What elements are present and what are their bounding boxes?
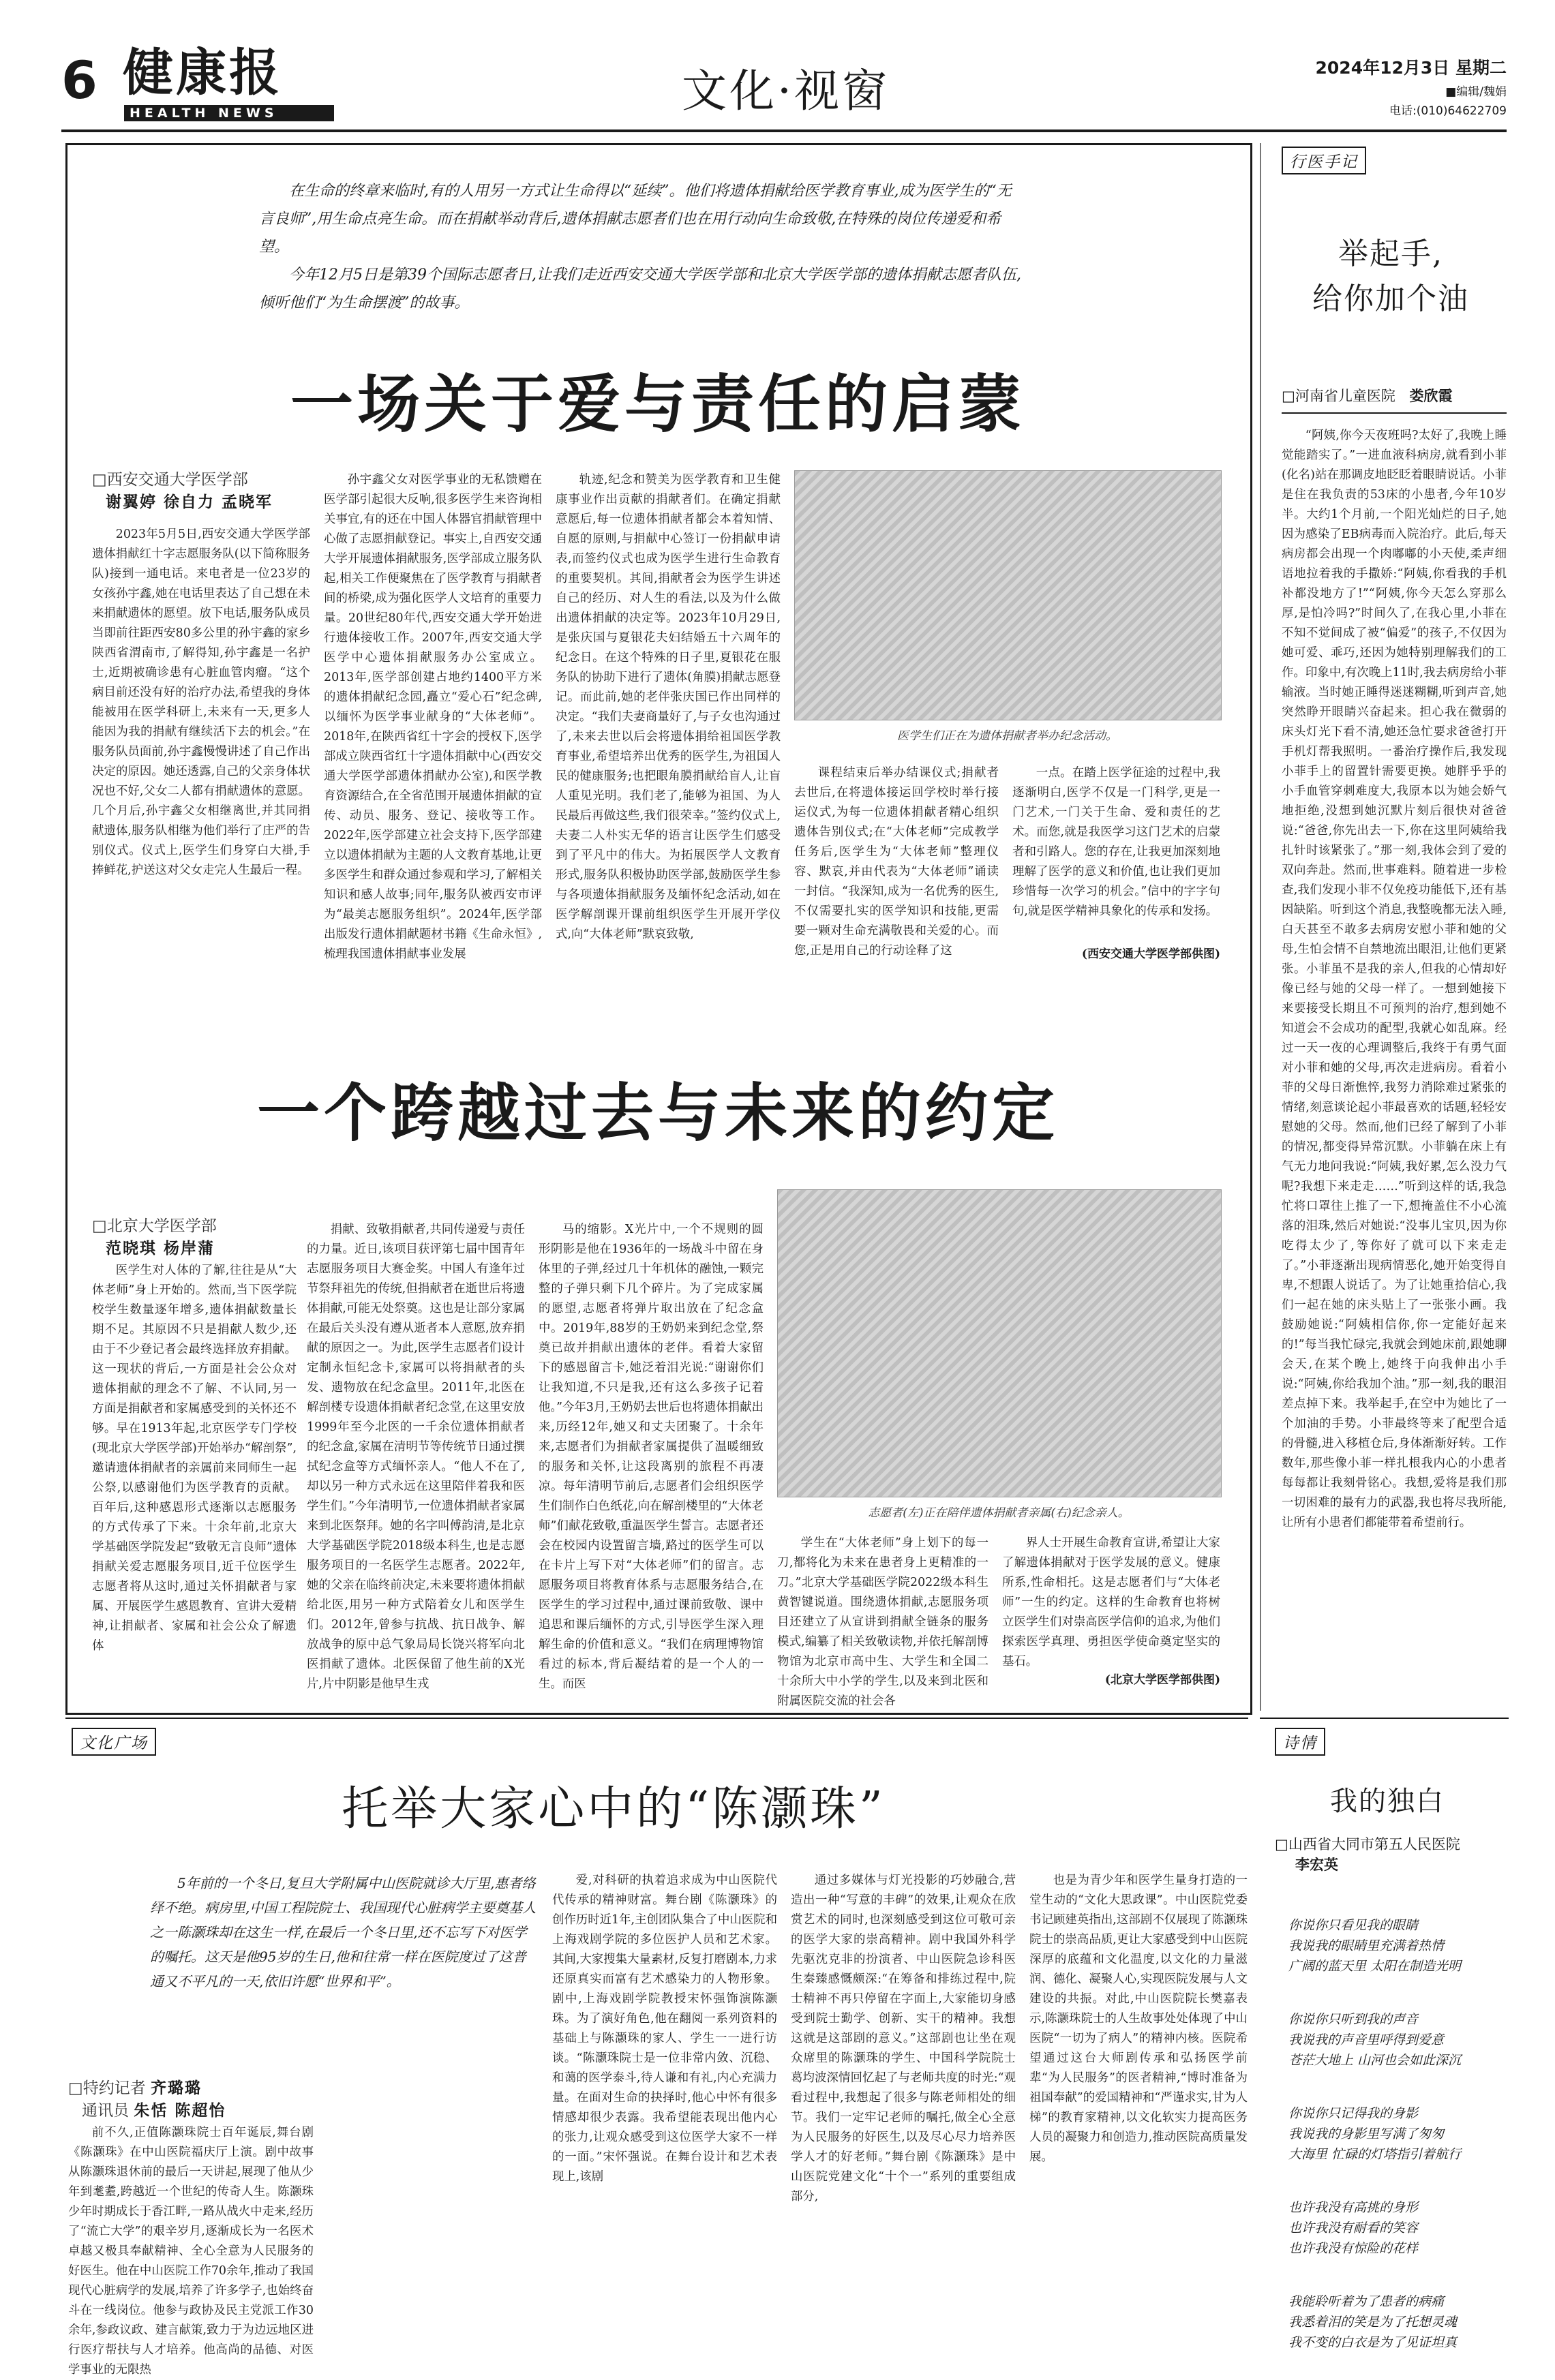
article1-column-4: 课程结束后举办结课仪式;捐献者去世后,在将遗体接运回学校时举行接运仪式,为每一位遗体捐献者精心组织遗体告别仪式;在“大体老师”完成教学任务后,医学生为“大体老师”整理仪容、默哀,并由代表为“大体老师”诵读一封信。“我深知,成为一名优秀的医生,不仅需要扎实的医学知识和技能,更需要一颗对生命充满敬畏和关爱的心。而您,正是用自己的行动诠释了这 — [794, 766, 999, 958]
sidebar2-byline — [1275, 1833, 1507, 1874]
poem-stanza: 你说你只看见我的眼睛 我说我的眼睛里充满着热情 广阔的蓝天里 太阳在制造光明 — [1288, 1918, 1462, 1974]
article2-photo-credit: (北京大学医学部供图) — [1104, 1673, 1220, 1687]
article1-photo — [794, 470, 1222, 720]
feature-intro — [259, 177, 1023, 317]
article2-column-3: 马的缩影。X光片中,一个不规则的圆形阴影是他在1936年的一场战斗中留在身体里的子弹,经过几十年机体的融蚀,一颗完整的子弹只剩下几个碎片。为了完成家属的愿望,志愿者将弹片取出放在了纪念盒中。2019年,88岁的王奶奶来到纪念堂,祭奠已故并捐献出遗体的老伴。看着大家留下的感恩留言卡,她泛着泪光说:“谢谢你们让我知道,不只是我,还有这么多孩子记着他。”今年3月,王奶奶去世后也将遗体捐献出来,历经12年,她又和丈夫团聚了。十余年来,志愿者们为捐献者家属提供了温暖细致的服务和关怀,让这段离别的旅程不再凄凉。每年清明节前后,志愿者们会组织医学生们制作白色纸花,向在解剖楼里的“大体老师”们献花致敬,重温医学生誓言。志愿者还会在校园内设置留言墙,路过的医学生可以在卡片上写下对“大体老师”们的留言。志愿服务项目将教育体系与志愿服务结合,在医学生的学习过程中,通过课前致敬、课中追思和课后缅怀的方式,引导医学生深入理解生命的价值和意义。“我们在病理博物馆看过的标本,背后凝结着的是一个人的一生。而医 — [539, 1223, 764, 1691]
article2-column-1: 医学生对人体的了解,往往是从“大体老师”身上开始的。然而,当下医学院校学生数量逐年增多,遗体捐献数量长期不足。其原因不只是捐献人数少,还由于不少登记者会最终选择放弃捐献。这一现状的背后,一方面是社会公众对遗体捐献的理念不了解、不认同,另一方面是捐献者和家属感受到的关怀还不够。早在1913年起,北京医学专门学校(现北京大学医学部)开始举办“解剖祭”,邀请遗体捐献者的亲属前来同师生一起公祭,以感谢他们为医学教育的贡献。百年后,这种感恩形式逐渐以志愿服务的方式传承了下来。十余年前,北京大学基础医学院发起“致敬无言良师”遗体捐献关爱志愿服务项目,近千位医学生志愿者将从这时,通过关怀捐献者与家属、开展医学生感恩教育、宣讲大爱精神,让捐献者、家属和社会公众了解遗体 — [92, 1264, 297, 1653]
article3-column-2: 爱,对科研的执着追求成为中山医院代代传承的精神财富。舞台剧《陈灏珠》的创作历时近1年,主创团队集合了中山医院和上海戏剧学院的多位医护人员和艺术家。其间,大家搜集大量素材,反复打磨剧本,力求还原真实而富有艺术感染力的人物形象。剧中,上海戏剧学院教授宋怀强饰演陈灏珠。为了演好角色,他在翻阅一系列资料的基础上与陈灏珠的家人、学生一一进行访谈。“陈灏珠院士是一位非常内敛、沉稳、和蔼的医学泰斗,待人谦和有礼,内心充满力量。在面对生命的抉择时,他心中怀有很多情感却很少表露。我希望能表现出他内心的张力,让观众感受到这位医学大家不一样的一面。”宋怀强说。在舞台设计和艺术表现上,该剧 — [552, 1874, 777, 2184]
article1-column-5: 一点。在踏上医学征途的过程中,我逐渐明白,医学不仅是一门科学,更是一门艺术,一门关于生命、爱和责任的艺术。而您,就是我医学习这门艺术的启蒙者和引路人。您的存在,让我更加深刻地理解了医学的意义和价值,也让我们更加珍惜每一次学习的机会。”信中的字字句句,就是医学精神具象化的传承和发扬。 — [1012, 766, 1220, 918]
newspaper-logo: 健康报 — [123, 44, 282, 102]
section-title: 文化·视窗 — [682, 65, 890, 117]
byline-role: □特约记者 — [68, 2079, 146, 2097]
article3-column-4: 也是为青少年和医学生量身打造的一堂生动的“文化大思政课”。中山医院党委书记顾建英指出,这部剧不仅展现了陈灏珠院士的崇高品质,更让大家感受到中山医院深厚的底蕴和文化温度,以文化的力量滋润、德化、凝聚人心,实现医院发展与人文建设的共振。对此,中山医院院长樊嘉表示,陈灏珠院士的人生故事处处体现了中山医院“一切为了病人”的精神内核。医院希望通过这台大师剧传承和弘扬医学前辈“为人民服务”的医者精神,“博时准备为祖国奉献”的爱国精神和“严谨求实,甘为人梯”的教育家精神,以文化软实力提高医务人员的凝聚力和创造力,推动医院高质量发展。 — [1029, 1874, 1248, 2164]
byline-unit: □山西省大同市第五人民医院 — [1275, 1836, 1460, 1852]
newspaper-logo-en: HEALTH NEWS — [124, 105, 334, 121]
article1-headline: 一场关于爱与责任的启蒙 — [290, 367, 1025, 441]
article3-tag: 文化广场 — [72, 1728, 156, 1756]
byline-names: 齐璐璐 — [151, 2079, 202, 2097]
byline-unit: □河南省儿童医院 — [1282, 388, 1395, 404]
intro-paragraph: 在生命的终章来临时,有的人用另一方式让生命得以“延续”。他们将遗体捐献给医学教育事业,成为医学生的“无言良师”,用生命点亮生命。而在捐献举动背后,遗体捐献志愿者们也在用行动向生命致敬,在特殊的岗位传递爱和希望。 — [259, 183, 1012, 256]
article3-column-3: 通过多媒体与灯光投影的巧妙融合,营造出一种“写意的丰碑”的效果,让观众在欣赏艺术的同时,也深刻感受到这位可敬可亲的医学大家的崇高精神。剧中我国外科学先驱沈克非的扮演者、中山医院急诊科医生秦臻感慨颇深:“在筹备和排练过程中,院士精神不再只停留在字面上,大家能切身感受到院士勤学、创新、实干的精神。我想这就是这部剧的意义。”这部剧也让坐在观众席里的陈灏珠的学生、中国科学院院士葛均波深情回忆起了与老师共度的时光:“观看过程中,我想起了很多与陈老师相处的细节。我们一定牢记老师的嘱托,做全心全意为人民服务的好医生,以及尽心尽力培养医学人才的好老师。”舞台剧《陈灏珠》是中山医院党建文化“十个一”系列的重要组成部分, — [791, 1874, 1016, 2203]
sidebar1-tag: 行医手记 — [1282, 147, 1366, 174]
byline-names: 娄欣霞 — [1409, 388, 1453, 404]
poem-stanza: 你说你只记得我的身影 我说我的身影里写满了匆匆 大海里 忙碌的灯塔指引着航行 — [1288, 2106, 1462, 2162]
editor-credit: ■编辑/魏娟 — [1445, 85, 1507, 99]
byline-unit: □北京大学医学部 — [92, 1217, 217, 1235]
article2-column-4: 学生在“大体老师”身上划下的每一刀,都将化为未来在患者身上更精准的一刀。”北京大学基础医学院2022级本科生黄智键说道。围绕遗体捐献,志愿服务项目还建立了从宣讲到捐献全链条的服务模式,编纂了相关致敬读物,并依托解剖博物馆为北京市高中生、大学生和全国二十余所大中小学的学生,以及来到北医和附属医院交流的社会各 — [777, 1536, 988, 1708]
article2-column-2: 捐献、致敬捐献者,共同传递爱与责任的力量。近日,该项目获评第七届中国青年志愿服务项目大赛金奖。中国人有逢年过节祭拜祖先的传统,但捐献者在逝世后将遗体捐献,可能无处祭奠。这也是让部分家属在最后关头没有遵从逝者本人意愿,放弃捐献的原因之一。为此,医学生志愿者们设计定制永恒纪念卡,家属可以将捐献者的头发、遗物放在纪念盒里。2011年,北医在解剖楼专设遗体捐献者纪念堂,在这里安放1999年至今北医的一千余位遗体捐献者的纪念盒,家属在清明节等传统节日通过撰拭纪念盒等方式缅怀亲人。“他人不在了,却以另一种方式永远在这里陪伴着我和医学生们。”今年清明节,一位遗体捐献者家属来到北医祭拜。她的名字叫傅韵清,是北京大学基础医学院2018级本科生,也是志愿服务项目的一名医学生志愿者。2022年,她的父亲在临终前决定,未来要将遗体捐献给北医,用另一种方式陪着女儿和医学生们。2012年,曾参与抗战、抗日战争、解放战争的原中总气象局局长饶兴将军向北医捐献了遗体。北医保留了他生前的X光片,片中阴影是他早生戎 — [307, 1223, 525, 1691]
article1-photo-credit: (西安交通大学医学部供图) — [1081, 947, 1220, 961]
sidebar1-rule — [1282, 412, 1507, 414]
sidebar1-body: “阿姨,你今天夜班吗?太好了,我晚上睡觉能踏实了。”一进血液科病房,就看到小菲(化名)站在那调皮地眨眨着眼睛说话。小菲是住在我负责的53床的小患者,今年10岁半。大约1个月前,一个阳光灿烂的日子,她因为感染了EB病毒而入院治疗。此后,每天病房都会出现一个肉嘟嘟的小天使,柔声细语地拉着我的手撒娇:“阿姨,你看我的手机补都没地方了!”“阿姨,你今天怎么穿那么厚,是怕冷吗?”时间久了,在我心里,小菲在不知不觉间成了被“偏爱”的孩子,不仅因为她可爱、乖巧,还因为她特别理解我们的工作。印象中,有次晚上11时,我去病房给小菲输液。当时她正睡得迷迷糊糊,听到声音,她突然睁开眼睛兴奋起来。担心我在微弱的床头灯光下看不清,她还急忙要求爸爸打开手机灯帮我照明。一番治疗操作后,我发现小菲手上的留置针需要更换。她胖乎乎的小手血管穿刺难度大,我原本以为她会娇气地拒绝,没想到她沉默片刻后很快对爸爸说:“爸爸,你先出去一下,你在这里阿姨给我扎针时该紧张了。”那一刻,我体会到了爱的双向奔赴。然而,世事难料。随着进一步检查,我们发现小菲不仅免疫功能低下,还有基因缺陷。听到这个消息,我整晚都无法入睡,白天甚至不敢多去病房安慰小菲和她的父母,生怕会情不自禁地流出眼泪,让他们更紧张。小菲虽不是我的亲人,但我的心情却好像已经与她的父母一样了。一想到她接下来要接受长期且不可预判的治疗,想到她不知道会不会成功的配型,我就心如乱麻。经过一天一夜的心理调整后,我终于有勇气面对小菲和她的父母,再次走进病房。看着小菲的父母日渐憔悴,我努力消除难过紧张的情绪,刻意谈论起小菲最喜欢的话题,轻轻安慰她的父母。然而,他们已经了解到了小菲的情况,都变得异常沉默。小菲躺在床上有气无力地问我说:“阿姨,我好累,怎么没力气呢?我想下来走走……”听到这样的话,我急忙将口罩往上推了一下,想掩盖住不小心流落的泪珠,然后对她说:“没事儿宝贝,因为你吃得太少了,等你好了就可以下来走走了。”小菲逐渐出现病情恶化,她开始变得自卑,不想跟人说话了。为了让她重拾信心,我们一起在她的床头贴上了一张张小画。我鼓励她说:“阿姨相信你,你一定能好起来的!”每当我忙碌完,我就会到她床前,跟她聊会天,在某个晚上,她终于向我伸出小手说:“阿姨,你给我加个油。”那一刻,我的眼泪差点掉下来。我举起手,在空中为她比了一个加油的手势。小菲最终等来了配型合适的骨髓,进入移植仓后,身体渐渐好转。工作数年,那些像小菲一样扎根我内心的小患者每每都让我刻骨铭心。我想,爱将是我们那一切困难的最有力的武器,我也将尽我所能,让所有小患者们都能带着希望前行。 — [1282, 429, 1507, 1529]
byline-unit: □西安交通大学医学部 — [92, 471, 248, 489]
article2-photo-caption: 志愿者(左)正在陪伴遗体捐献者亲属(右)纪念亲人。 — [868, 1506, 1130, 1520]
article3-intro: 5年前的一个冬日,复旦大学附属中山医院就诊大厅里,惠者络绎不绝。病房里,中国工程院院士、我国现代心脏病学主要奠基人之一陈灏珠却在这生一样,在最后一个冬日里,还不忘写下对医学的嘱托。这天是他95岁的生日,他和往常一样在医院度过了这普通又不平凡的一天,依旧许愿“世界和平”。 — [150, 1875, 537, 1989]
bottom-rule — [65, 1718, 1248, 1719]
article3-column-1: 前不久,正值陈灏珠院士百年诞辰,舞台剧《陈灏珠》在中山医院福庆厅上演。剧中故事从陈灏珠退休前的最后一天讲起,展现了他从少年到耄耋,跨越近一个世纪的传奇人生。陈灏珠少年时期成长于香江畔,一路从战火中走来,经历了“流亡大学”的艰辛岁月,逐渐成长为一名医术卓越又极具奉献精神、全心全意为人民服务的好医生。他在中山医院工作70余年,推动了我国现代心脏病学的发展,培养了许多学子,也始终奋斗在一线岗位。他参与政协及民主党派工作30余年,参政议政、建言献策,致力于为边远地区进行医疗帮扶与人才培养。他高尚的品德、对医学事业的无限热 — [68, 2126, 314, 2377]
sidebar2-rule — [1260, 1718, 1509, 1719]
article2-column-5: 界人士开展生命教育宣讲,希望让大家了解遗体捐献对于医学发展的意义。健康所系,性命相托。这是志愿者们与“大体老师”一生的约定。这样的生命教育也将树立医学生们对崇高医学信仰的追求,为他们探索医学真理、勇担医学使命奠定坚实的基石。 — [1002, 1536, 1220, 1668]
byline-role: 通讯员 — [82, 2102, 129, 2120]
poem-stanza: 我能聆听着为了患者的病痛 我悉着泪的笑是为了托想灵魂 我不变的白衣是为了见证坦真 — [1288, 2294, 1458, 2350]
article2-byline — [92, 1213, 310, 1258]
sidebar1-title-line: 举起手, — [1338, 237, 1443, 271]
article1-byline — [92, 467, 310, 512]
article2-headline: 一个跨越过去与未来的约定 — [89, 1063, 1227, 1153]
poem-stanza: 你说你只听到我的声音 我说我的声音里呼得到爱意 苍茫大地上 山河也会如此深沉 — [1288, 2012, 1462, 2068]
byline-names: 范晓琪 杨岸蒲 — [106, 1240, 215, 1257]
sidebar1-title-line: 给你加个油 — [1312, 281, 1469, 316]
article1-column-3: 轨迹,纪念和赞美为医学教育和卫生健康事业作出贡献的捐献者们。在确定捐献意愿后,每一位遗体捐献者都会本着知情、自愿的原则,与捐献中心签订一份捐献申请表,而签约仪式也成为医学生进行生命教育的重要契机。其间,捐献者会为医学生讲述自己的经历、对人生的看法,以及为什么做出遗体捐献的决定等。2023年10月29日,是张庆国与夏银花夫妇结婚五十六周年的纪念日。在这个特殊的日子里,夏银花在服务队的协助下进行了遗体(角膜)捐献志愿登记。而此前,她的老伴张庆国已作出同样的决定。“我们夫妻商量好了,与子女也沟通过了,未来去世以后会将遗体捐给祖国医学教育事业,希望培养出优秀的医学生,为祖国人民的健康服务;也把眼角膜捐献给盲人,让盲人重见光明。我们老了,能够为祖国、为人民最后再做这些,我们很荣幸。”签约仪式上,夫妻二人朴实无华的语言让医学生们感受到了平凡中的伟大。为拓展医学人文教育形式,服务队积极协助医学部,鼓励医学生参与各项遗体捐献服务及缅怀纪念活动,如在医学解剖课开课前组织医学生开展开学仪式,向“大体老师”默哀致敬, — [556, 473, 781, 941]
editor-phone: 电话:(010)64622709 — [1389, 104, 1507, 118]
sidebar2-tag: 诗情 — [1275, 1728, 1325, 1756]
article1-column-2: 孙宇鑫父女对医学事业的无私馈赠在医学部引起很大反响,很多医学生来咨询相关事宜,有的还在中国人体器官捐献管理中心做了志愿捐献登记。事实上,自西安交通大学开展遗体捐献服务,医学部成立服务队起,相关工作便聚焦在了医学教育与捐献者间的桥梁,成为强化医学人文培育的重要力量。20世纪80年代,西安交通大学开始进行遗体接收工作。2007年,西安交通大学医学中心遗体捐献服务办公室成立。2013年,医学部创建占地约1400平方米的遗体捐献纪念园,矗立“爱心石”纪念碑,以缅怀为医学事业献身的“大体老师”。2018年,在陕西省红十字会的授权下,医学部成立陕西省红十字遗体捐献中心(西安交通大学医学部遗体捐献办公室),和医学教育资源结合,在全省范围开展遗体捐献的宣传、动员、服务、登记、接收等工作。2022年,医学部建立社会支持下,医学部建立以遗体捐献为主题的人文教育基地,让更多医学生和群众通过参观和学习,了解相关知识和感人故事;同年,服务队被西安市评为“最美志愿服务组织”。2024年,医学部出版发行遗体捐献题材书籍《生命永恒》,梳理我国遗体捐献事业发展 — [324, 473, 542, 961]
article3-headline: 托举大家心中的“陈灏珠” — [342, 1782, 886, 1836]
sidebar2-title: 我的独白 — [1330, 1786, 1445, 1817]
article2-photo — [777, 1189, 1222, 1497]
sidebar1-title — [1275, 232, 1507, 322]
article3-byline — [68, 2075, 354, 2120]
sidebar1-byline — [1282, 385, 1507, 406]
poem-stanza: 也许我没有高挑的身形 也许我没有耐看的笑容 也许我没有惊险的花样 — [1288, 2200, 1419, 2256]
byline-names: 朱恬 陈超怡 — [134, 2102, 226, 2120]
byline-names: 谢翼婷 徐自力 孟晓军 — [106, 493, 273, 511]
article1-photo-caption: 医学生们正在为遗体捐献者举办纪念活动。 — [897, 729, 1117, 743]
page-number: 6 — [61, 50, 97, 110]
masthead — [61, 44, 1507, 132]
intro-paragraph: 今年12月5日是第39个国际志愿者日,让我们走近西安交通大学医学部和北京大学医学部的遗体捐献志愿者队伍,倾听他们“为生命摆渡”的故事。 — [259, 266, 1021, 311]
sidebar2-poem — [1288, 1895, 1507, 2373]
byline-names: 李宏英 — [1295, 1857, 1338, 1873]
issue-date: 2024年12月3日 星期二 — [1315, 58, 1507, 78]
article1-column-1: 2023年5月5日,西安交通大学医学部遗体捐献红十字志愿服务队(以下简称服务队)接到一通电话。来电者是一位23岁的女孩孙宇鑫,她在电话里表达了自己想在未来捐献遗体的愿望。放下电话,服务队成员当即前往距西安80多公里的孙宇鑫的家乡陕西省渭南市,了解得知,孙宇鑫是一名护士,近期被确诊患有心脏血管肉瘤。“这个病目前还没有好的治疗办法,希望我的身体能被用在医学科研上,未来有一天,更多人能因为我的捐献有继续活下去的机会。”在服务队员面前,孙宇鑫慢慢讲述了自己作出决定的原因。她还透露,自己的父亲身体状况也不好,父女二人都有捐献遗体的意愿。几个月后,孙宇鑫父女相继离世,并其同捐献遗体,服务队相继为他们举行了庄严的告别仪式。仪式上,医学生们身穿白大褂,手捧鲜花,护送这对父女走完人生最后一程。 — [92, 528, 310, 877]
